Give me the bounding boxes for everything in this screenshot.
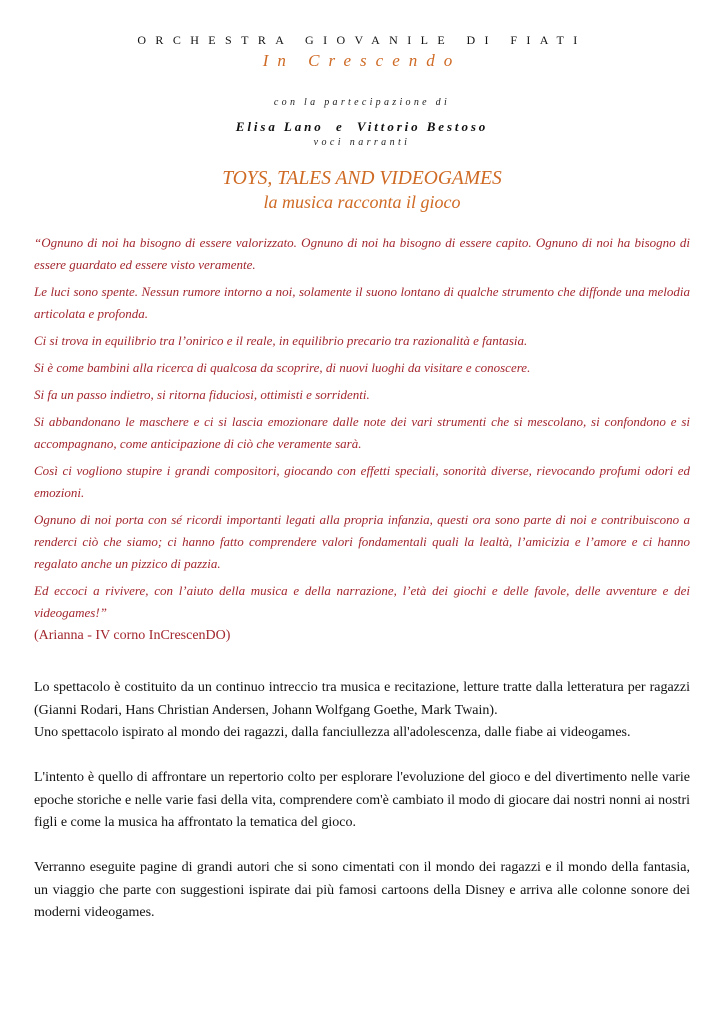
quote-block [34,232,690,629]
body-paragraph: L'intento è quello di affrontare un repertorio colto per esplorare l'evoluzione del gioco e del divertimento nelle varie epoche storiche e nelle varie fasi della vita, comprendere com'è cambiato il modo di giocare dai nostri nonni ai nostri figli e come la musica ha affrontato la tematica del gioco. [34,770,690,830]
voci-narranti-label: voci narranti [313,137,411,148]
quote-paragraph: Si abbandonano le maschere e ci si lascia emozionare dalle note dei vari strumenti che si mescolano, si confondono e si accompagnano, come anticipazione di ciò che veramente sarà. [34,414,690,451]
quote-paragraph: “Ognuno di noi ha bisogno di essere valorizzato. Ognuno di noi ha bisogno di essere capito. Ognuno di noi ha bisogno di essere guardato ed essere visto veramente. [34,235,690,272]
quote-paragraph: Si è come bambini alla ricerca di qualcosa da scoprire, di nuovi luoghi da visitare e conoscere. [34,360,531,375]
quote-paragraph: Così ci vogliono stupire i grandi compositori, giocando con effetti speciali, sonorità diverse, rievocando profumi odori ed emozioni. [34,463,690,500]
partecipazione-label: con la partecipazione di [273,97,451,108]
quote-paragraph: Ci si trova in equilibrio tra l’onirico e il reale, in equilibrio precario tra razionalità e fantasia. [34,333,528,348]
orchestra-name: ORCHESTRA GIOVANILE DI FIATI [137,33,587,47]
body-line: Uno spettacolo ispirato al mondo dei ragazzi, dalla fanciullezza all'adolescenza, dalle fiabe ai videogames. [34,725,631,740]
body-text [34,677,690,925]
body-line: Lo spettacolo è costituito da un continuo intreccio tra musica e recitazione, letture tratte dalla letteratura per ragazzi (Gianni Rodari, Hans Christian Andersen, Johann Wolfgang Goethe, Mark Twain). [34,680,690,718]
body-paragraph [34,677,690,745]
body-paragraph: Verranno eseguite pagine di grandi autori che si sono cimentati con il mondo dei ragazzi e il mondo della fantasia, un viaggio che parte con suggestioni ispirate dai più famosi cartoons della Disney e arriva alle colonne sonore dei moderni videogames. [34,860,690,920]
orchestra-subtitle: In Crescendo [262,51,462,70]
quote-paragraph: Ognuno di noi porta con sé ricordi importanti legati alla propria infanzia, questi ora sono parte di noi e contribuiscono a renderci ciò che siamo; ci hanno fatto comprendere valori fondamentali quali la lealtà, l’amicizia e l’amore e ci hanno regalato anche un pizzico di pazzia. [34,512,690,571]
show-title: TOYS, TALES AND VIDEOGAMES [222,168,502,189]
quote-paragraph: Si fa un passo indietro, si ritorna fiduciosi, ottimisti e sorridenti. [34,387,370,402]
show-subtitle: la musica racconta il gioco [263,192,461,212]
quote-paragraph: Le luci sono spente. Nessun rumore intorno a noi, solamente il suono lontano di qualche strumento che diffonde una melodia articolata e profonda. [34,284,690,321]
quote-paragraph: Ed eccoci a rivivere, con l’aiuto della musica e della narrazione, l’età dei giochi e delle favole, delle avventure e dei videogames!” [34,583,690,620]
narrators-names: Elisa Lano e Vittorio Bestoso [235,119,489,134]
quote-attribution: (Arianna - IV corno InCrescenDO) [34,628,231,643]
